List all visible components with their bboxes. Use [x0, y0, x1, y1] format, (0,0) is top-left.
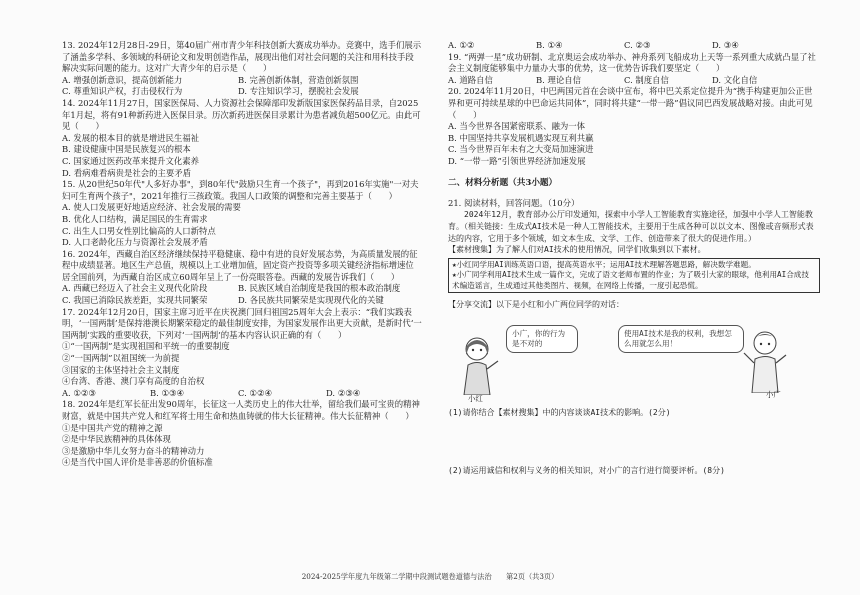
option-c: C. 我国已消除民族差距，实现共同繁荣 [62, 295, 208, 306]
speaker-name-xiaoguang: 小广 [766, 390, 781, 400]
statement-2: ②是中华民族精神的具体体现 [62, 434, 171, 445]
option-d: D. 看病难看病贵是社会的主要矛盾 [62, 167, 191, 178]
left-column [62, 40, 422, 469]
question-13 [62, 40, 422, 98]
statement-2: ②“一国两制”以祖国统一为前提 [62, 353, 180, 364]
statement-3: ③是激励中华儿女努力奋斗的精神动力 [62, 445, 205, 456]
question-17 [62, 307, 422, 400]
question-20 [448, 86, 820, 167]
option-a: A. 当今世界各国紧密联系、融为一体 [448, 121, 585, 132]
question-text: 16. 2024年，西藏自治区经济继续保持平稳健康、稳中有进的良好发展态势，为高质量发展的征程中成绩显著。地区生产总值，规模以上工业增加值，固定资产投资等多项关键经济指标增速位居全国前列，为西藏自治区成立60周年呈上了一份亮眼答卷。西藏的发展告诉我们（ ） [62, 248, 418, 282]
material-item-xiaohong: ★小红同学用AI训练英语口语，提高英语水平；运用AI技术理解答题思路，解决数学难题。 [452, 259, 756, 269]
option-b: B. 建设健康中国是民族复兴的根本 [62, 144, 191, 155]
option-a: A. 西藏已经迈入了社会主义现代化阶段 [62, 283, 208, 294]
option-c: C. ②③ [624, 40, 651, 50]
right-column [448, 40, 820, 476]
option-c: C. 当今世界百年未有之大变局加速演进 [448, 144, 594, 155]
option-d: D. 人口老龄化压力与资源社会发展矛盾 [62, 237, 208, 248]
sub-question-1: (1)请你结合【素材搜集】中的内容谈谈AI技术的影响。(2分) [448, 408, 671, 418]
question-19 [448, 52, 820, 87]
option-c: C. 尊重知识产权，打击侵权行为 [62, 86, 183, 97]
section-heading: 二、材料分析题（共3小题） [448, 177, 558, 188]
statement-4: ④是当代中国人评价是非善恶的价值标准 [62, 457, 213, 468]
question-text: 17. 2024年12月20日，国家主席习近平在庆祝澳门回归祖国25周年大会上表示：“我们实践表明，‘一国两制’是保持港澳长期繁荣稳定的最佳制度安排，为国家发展作出更大贡献，是新时代‘一国两制’实践的重要收获，下列对‘一国两制’的基本内容认识正确的有（ ） [62, 306, 422, 340]
option-a: A. ①② [448, 40, 475, 50]
option-b: B. 理论自信 [536, 74, 581, 85]
option-a: A. ①②③ [62, 387, 96, 398]
option-b: B. ①④ [536, 40, 563, 50]
speech-bubble-xiaohong: 小广，你的行为是不对的 [506, 325, 578, 353]
option-d: D. 专注知识学习，摆脱社会发展 [238, 86, 359, 97]
page-footer: 2024-2025学年度九年级第二学期中段测试题卷道德与法治 第2页（共3页） [301, 572, 559, 581]
question-18-options [448, 40, 820, 52]
question-text: 18. 2024年是红军长征出发90周年，长征这一人类历史上的伟大壮举，留给我们最可宝贵的精神财富，就是中国共产党人和红军将士用生命和热血铸就的伟大长征精神。伟大长征精神（ ） [62, 399, 420, 421]
option-c: C. 出生人口男女性别比偏高的人口新特点 [62, 225, 216, 236]
option-d: D. “一带一路”引领世界经济加速发展 [448, 155, 586, 166]
material-item-xiaoguang: ★小广同学利用AI技术生成一篇作文，完成了语文老师布置的作业；为了吸引大家的眼球，他利用AI合成技术编造谣言，生成通过其他类图片、视频，在网络上传播，一度引起恐慌。 [452, 270, 809, 290]
option-b: B. 优化人口结构，满足国民的生育需求 [62, 213, 208, 224]
dialogue-illustration [448, 317, 820, 403]
option-d: D. 文化自信 [712, 74, 758, 85]
option-a: A. 发展的根本目的就是增进民生福祉 [62, 132, 199, 143]
option-a: A. 道路自信 [448, 74, 493, 85]
question-16 [62, 249, 422, 307]
option-c: C. ①②④ [238, 387, 272, 398]
question-text: 20. 2024年11月20日，中巴两国元首在会谈中宣布，将中巴关系定位提升为“携手构建更加公正世界和更可持续星球的中巴命运共同体”，同时将共建“一带一路”倡议同巴西发展战略对接。由此可见（ ） [448, 86, 813, 120]
statement-1: ①是中国共产党的精神之源 [62, 422, 163, 433]
statement-4: ④台湾、香港、澳门享有高度的自治权 [62, 376, 205, 387]
material-text: 2024年12月，教育部办公厅印发通知，探索中小学人工智能教育实施途径，加强中小学人工智能教育。（相关链接：生成式AI技术是一种人工智能技术，主要用于生成各种可以以文本、图像或音频形式表达的内容，它用于多个领域，如文本生成、文学、工作、创造带来了很大的促进作用。） [448, 210, 814, 243]
material-collect-label: 【素材搜集】为了解人们对AI技术的使用情况，同学们收集到以下素材。 [448, 245, 706, 255]
question-title: 21. 阅读材料，回答问题。（10分） [448, 197, 580, 208]
answer-space-1[interactable] [448, 419, 820, 465]
question-text: 19. “两弹一星”成功研制、北京奥运会成功举办、神舟系列飞船成功上天等一系列重大成就凸显了社会主义制度能够集中力量办大事的优势，这一优势告诉我们要坚定（ ） [448, 51, 816, 74]
option-d: D. ②③④ [326, 387, 361, 398]
share-label: 【分享交流】以下是小红和小广两位同学的对话： [448, 300, 624, 310]
question-text: 15. 从20世纪50年代"人多好办事"，到80年代"鼓励只生育一个孩子"，再到2016年实施"一对夫妇可生育两个孩子"，2021年推行三孩政策。我国人口政策的调整和完善主要基于（ ） [62, 179, 419, 201]
speech-bubble-xiaoguang: 使用AI技术是我的权利，我想怎么用就怎么用！ [618, 325, 744, 353]
option-a: A. 增强创新意识，提高创新能力 [62, 74, 183, 85]
question-14 [62, 98, 422, 179]
statement-3: ③国家的主体坚持社会主义制度 [62, 364, 180, 375]
option-c: C. 制度自信 [624, 74, 669, 85]
option-b: B. ①③④ [150, 387, 185, 398]
boy-figure-icon [740, 327, 790, 393]
question-18 [62, 399, 422, 469]
option-b: B. 民族区域自治制度是我国的根本政治制度 [238, 283, 401, 294]
sub-question-2: (2)请运用诚信和权利与义务的相关知识，对小广的言行进行简要评析。(8分) [448, 465, 725, 475]
option-c: C. 国家通过医药改革来提升文化素养 [62, 155, 200, 166]
option-d: D. 各民族共同繁荣是实现现代化的关键 [238, 295, 384, 306]
option-a: A. 使人口发展更好地适应经济、社会发展的需要 [62, 202, 241, 213]
statement-1: ①“一国两制”是实现祖国和平统一的重要制度 [62, 341, 230, 352]
question-15 [62, 179, 422, 249]
question-21 [448, 198, 820, 477]
question-text: 13. 2024年12月28日-29日，第40届广州市青少年科技创新大赛成功举办。竞赛中，选手们展示了涵盖多学科、多领域的科研论文和发明创造作品，展现出他们对社会问题的关注和用科技手段解决实际问题的能力。这对广大青少年的启示是（ ） [62, 40, 422, 74]
girl-figure-icon [454, 333, 500, 395]
speaker-name-xiaohong: 小红 [468, 394, 483, 404]
material-box [448, 258, 820, 294]
option-b: B. 中国坚持共享发展机遇实现互利共赢 [448, 132, 594, 143]
question-text: 14. 2024年11月27日，国家医保局、人力资源社会保障部印发新版国家医保药品目录，自2025年1月起，将有91种新药进入医保目录。历次新药进医保目录累计为患者减负超500亿元。由此可见（ ） [62, 97, 421, 132]
option-b: B. 完善创新体制，营造创新氛围 [238, 74, 359, 85]
option-d: D. ③④ [712, 40, 739, 50]
